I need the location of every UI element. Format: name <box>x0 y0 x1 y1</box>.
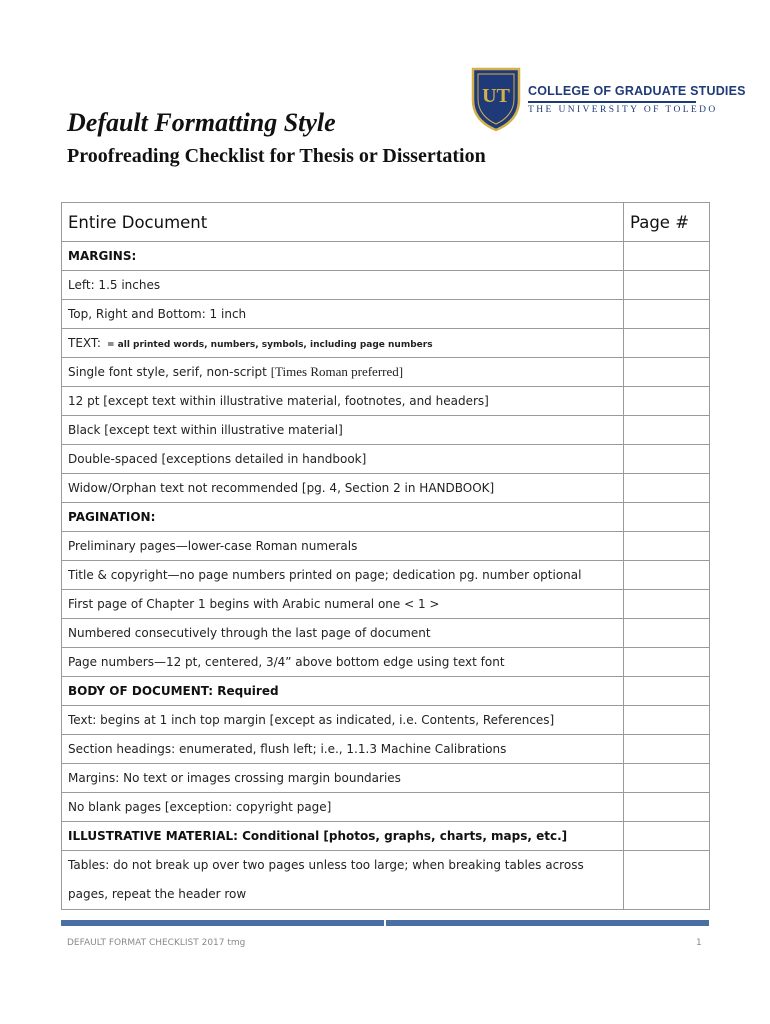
checklist-item: Double-spaced [exceptions detailed in handbook] <box>62 445 624 474</box>
page-cell[interactable] <box>624 619 710 648</box>
section-text-label: TEXT: <box>68 336 101 350</box>
table-row <box>62 706 710 735</box>
checklist-item <box>62 358 624 387</box>
header-page-number: Page # <box>624 203 710 242</box>
page-cell[interactable] <box>624 474 710 503</box>
checklist-item: Widow/Orphan text not recommended [pg. 4, Section 2 in HANDBOOK] <box>62 474 624 503</box>
footer-bar <box>61 920 709 926</box>
table-row <box>62 648 710 677</box>
ut-shield-icon <box>470 66 522 132</box>
checklist-item: Left: 1.5 inches <box>62 271 624 300</box>
checklist-item: Tables: do not break up over two pages unless too large; when breaking tables across pages, repeat the header row <box>62 851 624 910</box>
section-margins: MARGINS: <box>62 242 624 271</box>
table-row <box>62 242 710 271</box>
table-row <box>62 590 710 619</box>
table-row <box>62 677 710 706</box>
logo-monogram: UT <box>482 85 510 107</box>
section-illustrative: ILLUSTRATIVE MATERIAL: Conditional [photos, graphs, charts, maps, etc.] <box>62 822 624 851</box>
page-cell[interactable] <box>624 503 710 532</box>
checklist-item: Black [except text within illustrative material] <box>62 416 624 445</box>
table-row <box>62 416 710 445</box>
footer-text: DEFAULT FORMAT CHECKLIST 2017 tmg <box>67 938 246 948</box>
page-cell[interactable] <box>624 358 710 387</box>
checklist-item: Top, Right and Bottom: 1 inch <box>62 300 624 329</box>
footer-page-number: 1 <box>696 938 702 948</box>
table-row <box>62 619 710 648</box>
logo-divider <box>528 101 696 103</box>
section-text <box>62 329 624 358</box>
font-style-text: Single font style, serif, non-script <box>68 365 271 379</box>
page-cell[interactable] <box>624 416 710 445</box>
section-pagination: PAGINATION: <box>62 503 624 532</box>
table-row <box>62 822 710 851</box>
page-cell[interactable] <box>624 590 710 619</box>
table-row <box>62 561 710 590</box>
page-cell[interactable] <box>624 387 710 416</box>
table-row <box>62 764 710 793</box>
logo-university-name: THE UNIVERSITY OF TOLEDO <box>528 105 718 115</box>
checklist-item: Margins: No text or images crossing margin boundaries <box>62 764 624 793</box>
table-row <box>62 300 710 329</box>
page-cell[interactable] <box>624 822 710 851</box>
table-row <box>62 793 710 822</box>
page-cell[interactable] <box>624 793 710 822</box>
table-row <box>62 329 710 358</box>
table-row <box>62 387 710 416</box>
checklist-item: Text: begins at 1 inch top margin [except as indicated, i.e. Contents, References] <box>62 706 624 735</box>
table-row <box>62 503 710 532</box>
checklist-item: First page of Chapter 1 begins with Arabic numeral one < 1 > <box>62 590 624 619</box>
checklist-item: Section headings: enumerated, flush left; i.e., 1.1.3 Machine Calibrations <box>62 735 624 764</box>
table-header-row <box>62 203 710 242</box>
page-title: Default Formatting Style <box>67 108 336 137</box>
header-item: Entire Document <box>62 203 624 242</box>
page-cell[interactable] <box>624 300 710 329</box>
page-cell[interactable] <box>624 329 710 358</box>
page-cell[interactable] <box>624 648 710 677</box>
checklist-item: Preliminary pages—lower-case Roman numerals <box>62 532 624 561</box>
section-body: BODY OF DOCUMENT: Required <box>62 677 624 706</box>
page-cell[interactable] <box>624 764 710 793</box>
page-cell[interactable] <box>624 271 710 300</box>
page-cell[interactable] <box>624 706 710 735</box>
checklist-item: Title & copyright—no page numbers printed on page; dedication pg. number optional <box>62 561 624 590</box>
page-cell[interactable] <box>624 242 710 271</box>
college-logo <box>470 66 746 134</box>
checklist-item: No blank pages [exception: copyright page] <box>62 793 624 822</box>
page-cell[interactable] <box>624 851 710 910</box>
table-row <box>62 735 710 764</box>
page-subtitle: Proofreading Checklist for Thesis or Dissertation <box>67 145 486 167</box>
table-row <box>62 358 710 387</box>
checklist-table <box>61 202 710 910</box>
table-row <box>62 532 710 561</box>
table-row <box>62 851 710 910</box>
page-cell[interactable] <box>624 677 710 706</box>
logo-college-name: COLLEGE OF GRADUATE STUDIES <box>528 84 746 98</box>
font-style-note: [Times Roman preferred] <box>270 364 404 379</box>
checklist-item: Numbered consecutively through the last page of document <box>62 619 624 648</box>
page-cell[interactable] <box>624 445 710 474</box>
page-cell[interactable] <box>624 532 710 561</box>
table-row <box>62 445 710 474</box>
page-cell[interactable] <box>624 735 710 764</box>
section-text-note: = all printed words, numbers, symbols, including page numbers <box>106 340 433 350</box>
checklist-item: 12 pt [except text within illustrative material, footnotes, and headers] <box>62 387 624 416</box>
checklist-item: Page numbers—12 pt, centered, 3/4” above bottom edge using text font <box>62 648 624 677</box>
table-row <box>62 474 710 503</box>
table-row <box>62 271 710 300</box>
page-cell[interactable] <box>624 561 710 590</box>
